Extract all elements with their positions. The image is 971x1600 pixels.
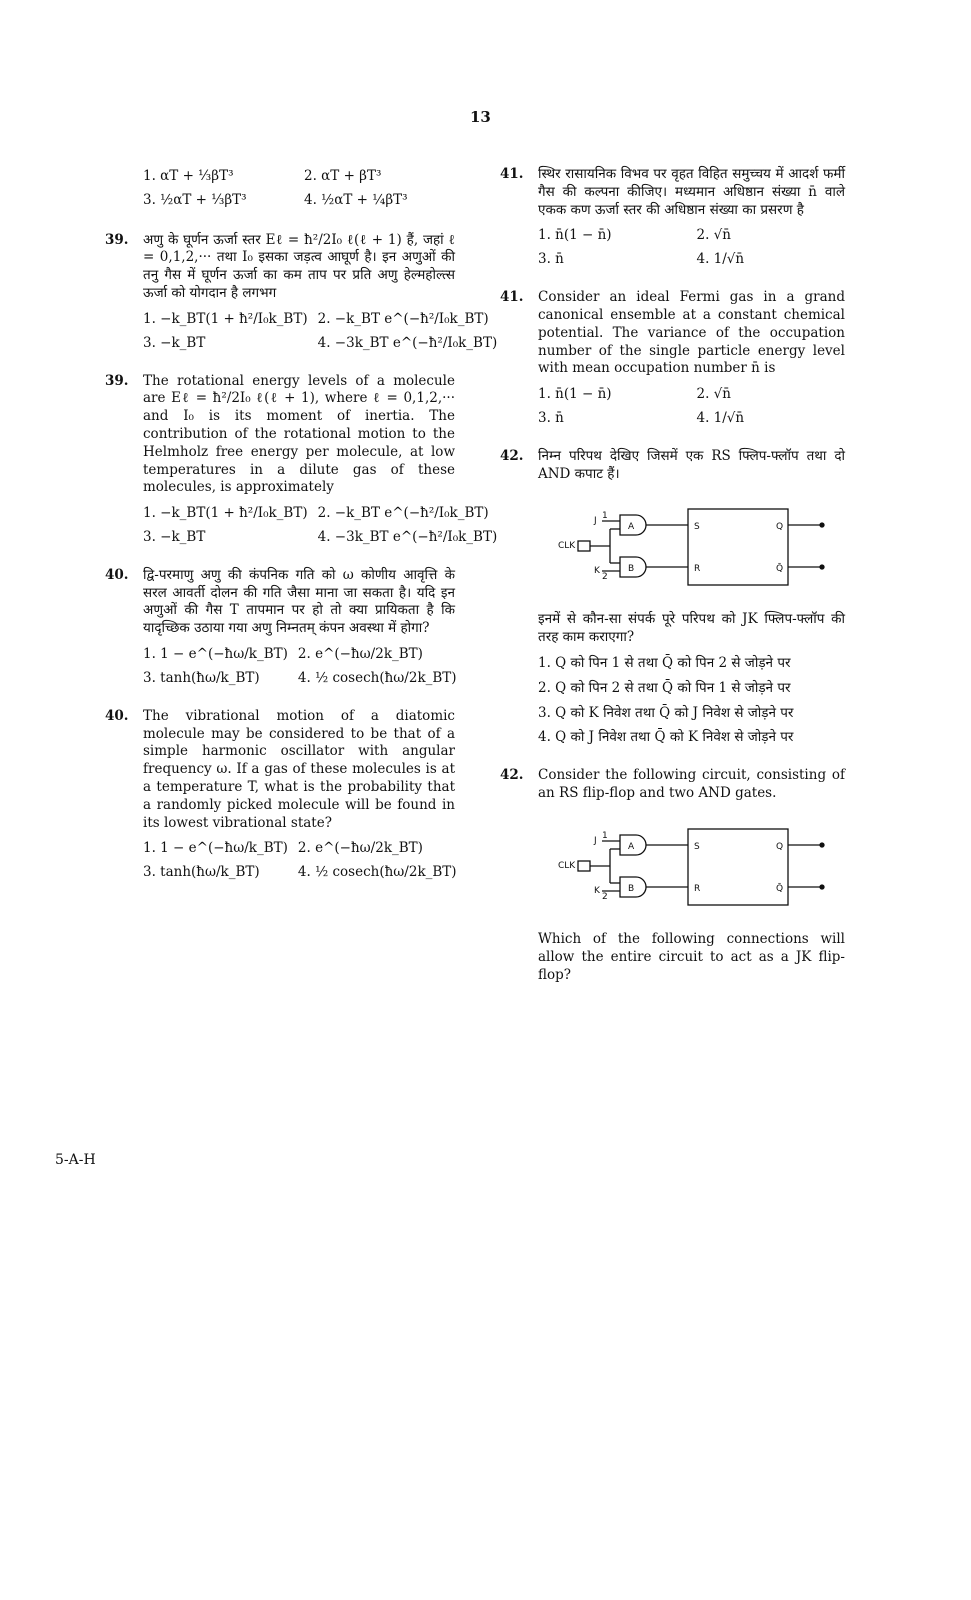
option-1: 1. 1 − e^(−ħω/k_BT): [143, 646, 288, 663]
question-number: 41.: [500, 166, 524, 182]
question-number: 42.: [500, 447, 524, 464]
question-40-hindi: [105, 567, 455, 688]
j-input-label: J: [594, 516, 597, 527]
option-3: 3. tanh(ħω/k_BT): [143, 864, 260, 881]
option-2: 2. Q को पिन 2 से तथा Q̄ को पिन 1 से जोड़ने पर: [538, 679, 791, 696]
pin-1-label: 1: [602, 511, 608, 522]
gate-b-label: B: [628, 564, 635, 575]
question-39-hindi: [105, 231, 498, 353]
question-41-hindi: [500, 166, 845, 269]
option-1: 1. n̄(1 − n̄): [538, 227, 612, 244]
option-2: 2. e^(−ħω/2k_BT): [297, 840, 423, 857]
option-4: 4. Q को J निवेश तथा Q̄ को K निवेश से जोड़ने पर: [538, 729, 794, 746]
option-3: 3. n̄: [538, 251, 564, 268]
option-3: 3. −k_BT: [143, 529, 206, 545]
option-4: 4. 1/√n̄: [696, 409, 745, 426]
option-1: 1. −k_BT(1 + ħ²/I₀k_BT): [143, 310, 308, 327]
q-output-label: Q: [776, 841, 784, 852]
circuit-diagram: [558, 501, 845, 589]
rs-flip-flop: [688, 829, 788, 905]
r-input-label: R: [694, 883, 701, 894]
page-number: 13: [470, 108, 491, 126]
option-4: 4. −3k_BT e^(−ħ²/I₀k_BT): [317, 529, 498, 545]
question-stem: स्थिर रासायनिक विभव पर वृहत विहित समुच्चय में आदर्श फर्मी गैस की कल्पना कीजिए। मध्यमान अधिष्ठान संख्या n̄ वाले एकक कण ऊर्जा स्तर की अधिष्ठान संख्या का प्रसरण है: [538, 166, 845, 218]
question-42-hindi: [500, 448, 845, 748]
option-4: 4. ½αT + ¼βT³: [304, 191, 408, 208]
option-3: 3. tanh(ħω/k_BT): [143, 669, 260, 686]
question-stem: Consider the following circuit, consisting of an RS flip-flop and two AND gates.: [538, 767, 845, 802]
question-stem: The rotational energy levels of a molecule are Eℓ = ħ²/2I₀ ℓ(ℓ + 1), where ℓ = 0,1,2,··· and I₀ is its moment of inertia. The contribution of the rotational motion to the Helmholz free energy per molecule, at low temperatures in a dilute gas of these molecules, is approximately: [143, 372, 455, 496]
gate-a-label: A: [628, 841, 635, 852]
q-output-label: Q: [776, 522, 784, 533]
r-input-label: R: [694, 564, 701, 575]
option-4: 4. ½ cosech(ħω/2k_BT): [297, 864, 457, 881]
clk-input-label: CLK: [558, 860, 576, 871]
question-number: 41.: [500, 289, 524, 306]
question-41-english: [500, 289, 845, 428]
question-number: 40.: [105, 566, 129, 583]
k-input-label: K: [594, 885, 600, 896]
option-2: 2. −k_BT e^(−ħ²/I₀k_BT): [317, 505, 489, 522]
s-input-label: S: [694, 841, 700, 852]
option-2: 2. −k_BT e^(−ħ²/I₀k_BT): [317, 310, 489, 327]
left-column: [105, 160, 498, 902]
question-42-english: [500, 767, 845, 984]
question-number: 42.: [500, 767, 524, 784]
page-code: 5-A-H: [55, 1152, 96, 1168]
question-stem: निम्न परिपथ देखिए जिसमें एक RS फ्लिप-फ्लॉप तथा दो AND कपाट हैं।: [538, 447, 845, 482]
option-2: 2. √n̄: [696, 386, 731, 403]
question-number: 40.: [105, 707, 129, 724]
question-prompt: Which of the following connections will allow the entire circuit to act as a JK flip-flop?: [538, 930, 845, 983]
option-1: 1. 1 − e^(−ħω/k_BT): [143, 840, 288, 857]
qbar-output-label: Q̄: [776, 564, 784, 575]
option-3: 3. Q को K निवेश तथा Q̄ को J निवेश से जोड़ने पर: [538, 704, 794, 721]
question-40-english: [105, 708, 455, 882]
qbar-output-label: Q̄: [776, 883, 784, 894]
option-4: 4. 1/√n̄: [696, 251, 745, 268]
question-stem: द्वि-परमाणु अणु की कंपनिक गति को ω कोणीय आवृत्ति के सरल आवर्ती दोलन की गति जैसा माना जा सकता है। यदि इन अणुओं की गैस T तापमान पर हो तो क्या प्रायिकता है कि यादृच्छिक उठाया गया अणु निम्नतम् कंपन अवस्था में होगा?: [143, 566, 455, 637]
j-input-label: J: [594, 835, 597, 846]
gate-a-label: A: [628, 522, 635, 533]
option-1: 1. αT + ⅓βT³: [143, 168, 234, 184]
pin-1-label: 1: [602, 830, 608, 841]
option-4: 4. ½ cosech(ħω/2k_BT): [297, 669, 457, 686]
question-39-english: [105, 372, 498, 547]
question-prompt: इनमें से कौन-सा संपर्क पूरे परिपथ को JK फ्लिप-फ्लॉप की तरह काम कराएगा?: [538, 611, 845, 646]
option-3: 3. n̄: [538, 409, 564, 426]
question-number: 39.: [105, 231, 129, 248]
option-1: 1. n̄(1 − n̄): [538, 386, 612, 403]
k-input-label: K: [594, 566, 600, 577]
rs-flip-flop: [688, 509, 788, 585]
option-3: 3. ½αT + ⅓βT³: [143, 191, 247, 208]
option-3: 3. −k_BT: [143, 334, 206, 351]
option-4: 4. −3k_BT e^(−ħ²/I₀k_BT): [317, 334, 498, 351]
pin-2-label: 2: [602, 572, 608, 583]
option-2: 2. √n̄: [696, 227, 731, 244]
option-2: 2. αT + βT³: [304, 168, 382, 184]
right-column: [500, 166, 845, 1004]
option-2: 2. e^(−ħω/2k_BT): [297, 646, 423, 663]
question-number: 39.: [105, 372, 129, 389]
option-1: 1. Q को पिन 1 से तथा Q̄ को पिन 2 से जोड़ने पर: [538, 655, 791, 671]
question-stem: अणु के घूर्णन ऊर्जा स्तर Eℓ = ħ²/2I₀ ℓ(ℓ + 1) हैं, जहां ℓ = 0,1,2,··· तथा I₀ इसका जड़त्व आघूर्ण है। इन अणुओं की तनु गैस में घूर्णन ऊर्जा का कम ताप पर प्रति अणु हेल्महोल्त्स ऊर्जा को योगदान है लगभग: [143, 231, 455, 302]
question-stem: Consider an ideal Fermi gas in a grand canonical ensemble at a constant chemical potential. The variance of the occupation number of the single particle energy level with mean occupation number n̄ is: [538, 289, 845, 377]
previous-question-options: [105, 168, 455, 210]
s-input-label: S: [694, 522, 700, 533]
clk-input-label: CLK: [558, 541, 576, 552]
circuit-diagram: [558, 821, 845, 909]
gate-b-label: B: [628, 883, 635, 894]
option-1: 1. −k_BT(1 + ħ²/I₀k_BT): [143, 505, 308, 522]
pin-2-label: 2: [602, 891, 608, 902]
question-stem: The vibrational motion of a diatomic molecule may be considered to be that of a simple harmonic oscillator with angular frequency ω. If a gas of these molecules is at a temperature T, what is the probability that a randomly picked molecule will be found in its lowest vibrational state?: [143, 707, 455, 831]
